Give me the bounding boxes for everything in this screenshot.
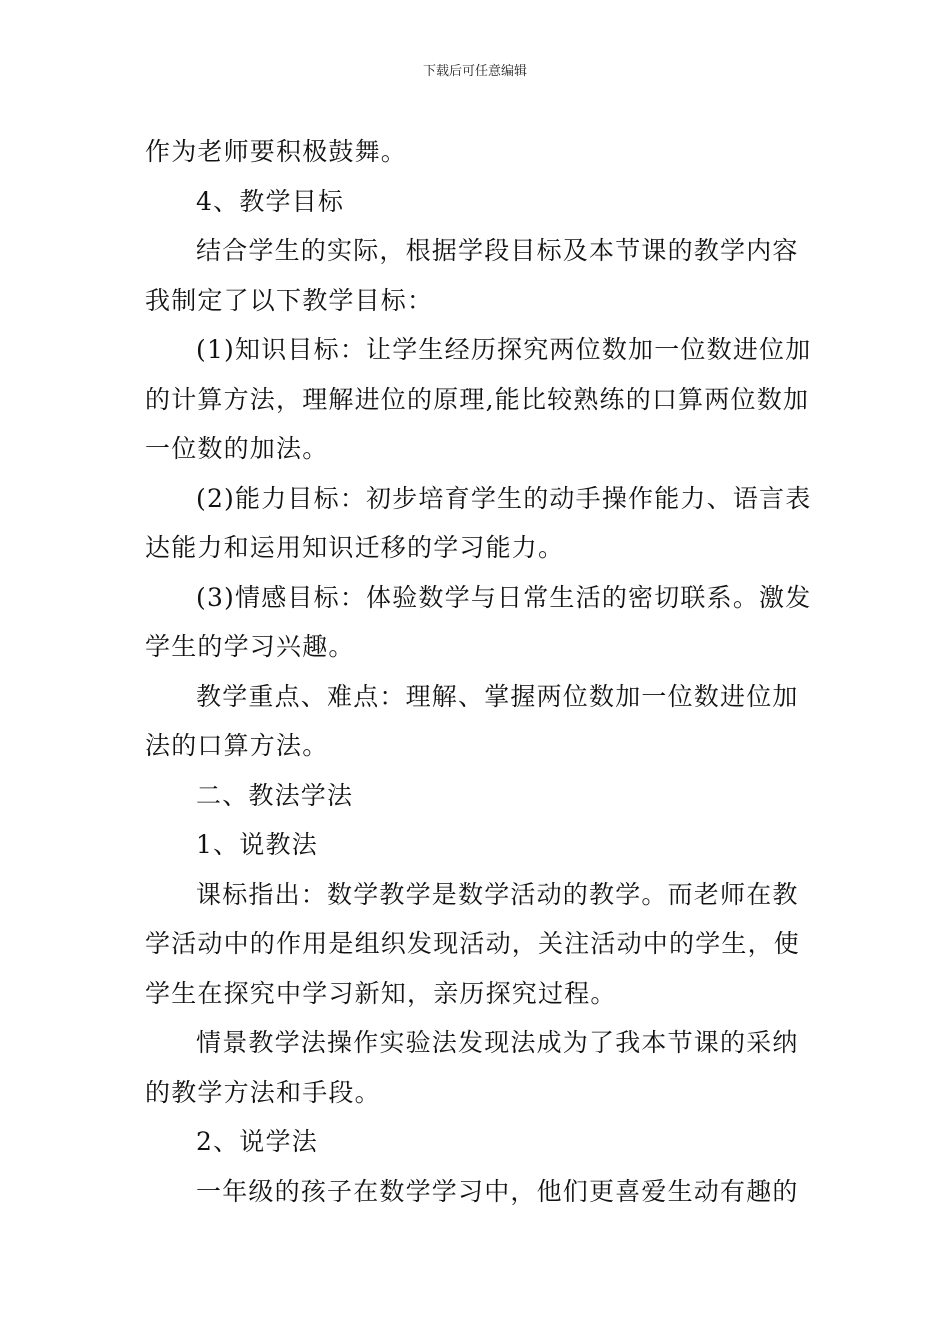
section-heading: 二、教法学法 — [196, 780, 354, 810]
text-line: (3)情感目标：体验数学与日常生活的密切联系。激发 — [196, 582, 812, 612]
text-line: 学活动中的作用是组织发现活动，关注活动中的学生，使 — [145, 929, 801, 958]
text-line: 结合学生的实际，根据学段目标及本节课的教学内容 — [196, 236, 799, 265]
text-line: 学生的学习兴趣。 — [145, 632, 355, 661]
text-line: 学生在探究中学习新知，亲历探究过程。 — [145, 978, 617, 1008]
section-heading: 4、教学目标 — [196, 186, 345, 216]
text-line: 课标指出：数学教学是数学活动的教学。而老师在教 — [196, 879, 799, 909]
text-line: 我制定了以下教学目标： — [145, 285, 434, 315]
text-line: 一年级的孩子在数学学习中，他们更喜爱生动有趣的 — [196, 1176, 799, 1206]
section-heading: 2、说学法 — [196, 1127, 318, 1156]
text-line: (2)能力目标：初步培育学生的动手操作能力、语言表 — [196, 483, 812, 513]
text-line: 的计算方法，理解进位的原理,能比较熟练的口算两位数加 — [145, 384, 810, 414]
page-header: 下载后可任意编辑 — [422, 64, 527, 79]
section-heading: 1、说教法 — [196, 830, 318, 859]
text-line: 的教学方法和手段。 — [145, 1077, 381, 1107]
text-line: 达能力和运用知识迁移的学习能力。 — [145, 533, 565, 562]
text-line: 法的口算方法。 — [145, 731, 329, 760]
text-line: 情景教学法操作实验法发现法成为了我本节课的采纳 — [196, 1028, 799, 1057]
text-line: 教学重点、难点：理解、掌握两位数加一位数进位加 — [196, 681, 799, 711]
text-line: 作为老师要积极鼓舞。 — [145, 137, 408, 166]
document-body — [145, 127, 815, 1216]
text-line: (1)知识目标：让学生经历探究两位数加一位数进位加 — [196, 335, 812, 364]
text-line: 一位数的加法。 — [145, 434, 329, 463]
